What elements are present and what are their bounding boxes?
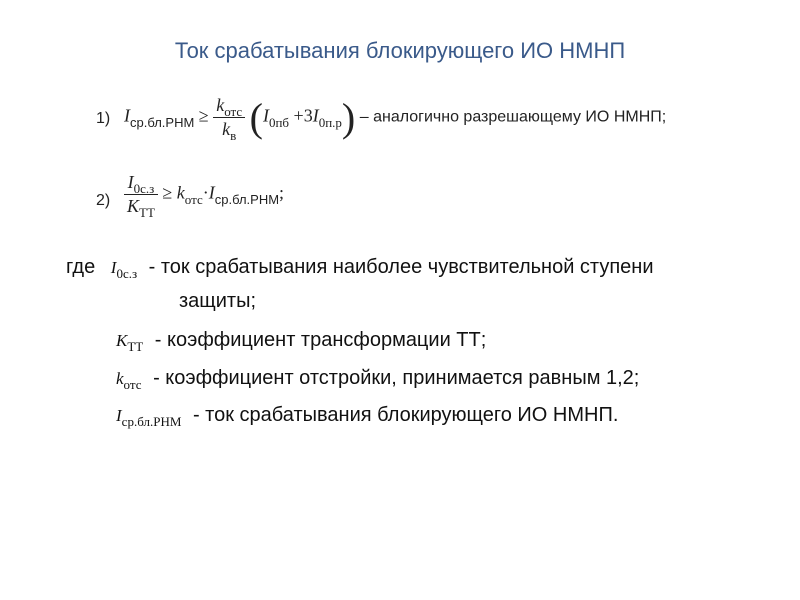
f1-den-symbol: k: [222, 119, 231, 139]
f2-k-symbol: k: [176, 182, 185, 203]
f2-i-symbol: I: [208, 182, 215, 203]
definition-row: [66, 256, 654, 279]
f1-relation: ≥: [198, 105, 209, 126]
formula-1: [124, 94, 666, 141]
f1-term2-sub: 0п.р: [318, 114, 342, 130]
f2-end: ;: [279, 182, 285, 203]
def-text: - коэффициент отстройки, принимается равным 1,2;: [153, 367, 640, 389]
definition-row: [116, 404, 618, 427]
f1-lhs-sub: ср.бл.РНМ: [130, 114, 195, 130]
f1-fraction: [213, 95, 245, 143]
f2-den-symbol: K: [127, 196, 140, 216]
f1-num-symbol: k: [216, 95, 225, 115]
f2-num-symbol: I: [127, 172, 134, 192]
f2-num-sub: 0с.з: [133, 181, 155, 196]
f1-term1-symbol: I: [262, 105, 269, 126]
f2-den-sub: ТТ: [139, 205, 155, 220]
f2-relation: ≥: [162, 182, 173, 203]
definition-row: [116, 367, 639, 390]
slide-title: Ток срабатывания блокирующего ИО НМНП: [174, 38, 626, 63]
f1-term2-symbol: I: [312, 105, 319, 126]
formula-2-number: 2): [96, 192, 111, 209]
formula-1-number: 1): [96, 110, 111, 127]
f1-den-sub: в: [230, 128, 237, 143]
f1-plus: +: [293, 105, 304, 126]
f2-dot: ·: [202, 182, 209, 203]
f2-i-sub: ср.бл.РНМ: [214, 191, 280, 207]
def-text: - коэффициент трансформации ТТ;: [154, 329, 487, 351]
f1-num-sub: отс: [224, 104, 243, 119]
def-symbol: $k_{отс}$: [116, 369, 142, 392]
f1-close-paren: ): [341, 95, 356, 140]
def-symbol: $K_{ТТ}$: [116, 331, 144, 354]
f1-term1-sub: 0пб: [268, 114, 290, 130]
f1-comment: – аналогично разрешающему ИО НМНП;: [359, 108, 667, 126]
def-symbol: $I_{ср.бл.РНМ}$: [116, 406, 182, 429]
f2-k-sub: отс: [184, 191, 203, 207]
f1-coef: 3: [303, 105, 313, 126]
def-text: - ток срабатывания наиболее чувствительной ступени: [148, 256, 654, 278]
formula-2: [124, 172, 285, 220]
definition-row: [116, 329, 486, 352]
def-text: - ток срабатывания блокирующего ИО НМНП.: [192, 404, 619, 426]
where-label: где: [66, 256, 96, 278]
def-symbol: $I_{0с.з}$: [110, 258, 138, 281]
f2-fraction: [124, 172, 158, 220]
f1-lhs-symbol: I: [124, 105, 130, 126]
f1-open-paren: (: [249, 95, 263, 140]
definition-continuation: защиты;: [179, 290, 257, 312]
